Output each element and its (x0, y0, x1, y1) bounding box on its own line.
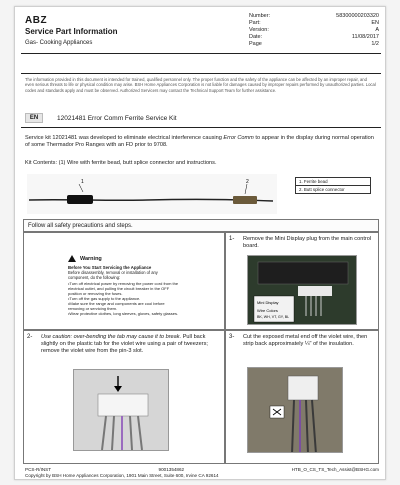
legend-item-ferrite-bead: 1. Ferrite bead (299, 179, 328, 184)
wire-cut-illustration (248, 368, 343, 453)
step-2-text: Use caution: over-bending the tab may cause it to break. Pull back slightly on the plastic tab for the violet wire using a pair of tweezers; remove the violet wire from the pin-3 slot. (41, 334, 208, 354)
section-divider (21, 73, 381, 74)
warning-item: • Turn off electrical power by removing the power cord from the electrical outlet, and pulling the circuit breaker in the OFF position or removing the fuses. (68, 281, 180, 296)
callout-1: 1 (81, 179, 84, 185)
kit-photo (27, 174, 277, 214)
title-divider (21, 127, 381, 128)
brand-name: ABZ (25, 15, 48, 26)
legend-item-butt-splice: 2. Butt splice connector (296, 185, 370, 193)
warning-subtext: Before disassembly, removal or installation of any component, do the following: (68, 270, 158, 280)
footer-doc-code: PCS-R/INST (25, 467, 52, 472)
document-page (14, 6, 386, 480)
step-1-number: 1- (229, 236, 235, 242)
footer-copyright: Copyright by BSH Home Appliances Corporation, 1901 Main Street, Suite 600, Irvine CA 92614 (25, 472, 219, 478)
safety-instruction: Follow all safety precautions and steps. (23, 219, 379, 232)
warning-title: Warning (80, 255, 102, 262)
meta-version: Version: A (249, 27, 379, 33)
wire-illustration (27, 174, 277, 214)
document-title: 12021481 Error Comm Ferrite Service Kit (57, 115, 177, 122)
footer-part-number: 9001354862 (158, 467, 185, 472)
meta-number: Number: 58300000203320 (249, 13, 379, 19)
disclaimer-text: The information provided in this document is intended for trained, qualified personnel only. The proper function and the safety of the appliance can be affected by an improper repair, and even serious threats to life or physical condition may arise. BSH Home Appliances Corporation is not liable for damages caused by improper repairs performed by unauthorized parties. Local codes and standards apply and must be observed. Authorized Servicers may contact the Technical Support Team for further assistance. (25, 77, 376, 93)
warning-list (68, 281, 180, 316)
warning-subhead: Before You Start Servicing the Appliance (68, 265, 152, 270)
control-board-photo (247, 255, 357, 325)
warning-item: • Make sure the range and components are cool before removing or servicing them. (68, 301, 180, 311)
warning-icon (68, 255, 76, 262)
wire-cut-photo (247, 367, 343, 453)
meta-page: Page 1/2 (249, 41, 379, 47)
step-3-number: 3- (229, 334, 235, 340)
kit-legend (295, 177, 371, 194)
warning-item: • Wear protective clothes, long sleeves, gloves, safety glasses. (68, 311, 180, 316)
connector-photo (73, 369, 169, 451)
warning-item: • Turn off the gas supply to the appliance. (68, 296, 180, 301)
warning-panel (23, 232, 225, 330)
control-board-illustration (248, 256, 357, 325)
connector-illustration (74, 370, 169, 451)
photo-label-wire-colors: Wire Colors (257, 308, 278, 313)
document-footer (25, 467, 379, 478)
step-1-text: Remove the Mini Display plug from the main control board. (243, 236, 372, 249)
document-category: Gas- Cooking Appliances (25, 40, 93, 46)
header-divider (21, 53, 381, 54)
photo-label-mini-display: Mini Display (257, 300, 279, 305)
step-2-number: 2- (27, 334, 33, 340)
meta-date: Date: 11/08/2017 (249, 34, 379, 40)
photo-label-colors: BK, WH, VT, GY, BL (257, 315, 290, 319)
document-type: Service Part Information (25, 27, 118, 36)
callout-2: 2 (246, 179, 249, 185)
document-header (15, 7, 387, 51)
intro-paragraph: Service kit 12021481 was developed to eliminate electrical interference causing Error Comm to appear in the display during normal operation of some Thermador Pro Ranges with an FD prior to 9708. (25, 135, 374, 148)
language-badge: EN (25, 113, 43, 123)
step-3-text: Cut the exposed metal end off the violet wire, then strip back approximately ¼" of the insulation. (243, 334, 368, 347)
meta-part: Part: EN (249, 20, 379, 26)
kit-contents: Kit Contents: (1) Wire with ferrite bead, butt splice connector and instructions. (25, 160, 217, 166)
document-meta (249, 13, 379, 48)
footer-email: HTB_O_CS_TS_Tech_Assist@BSHG.com (291, 467, 379, 472)
